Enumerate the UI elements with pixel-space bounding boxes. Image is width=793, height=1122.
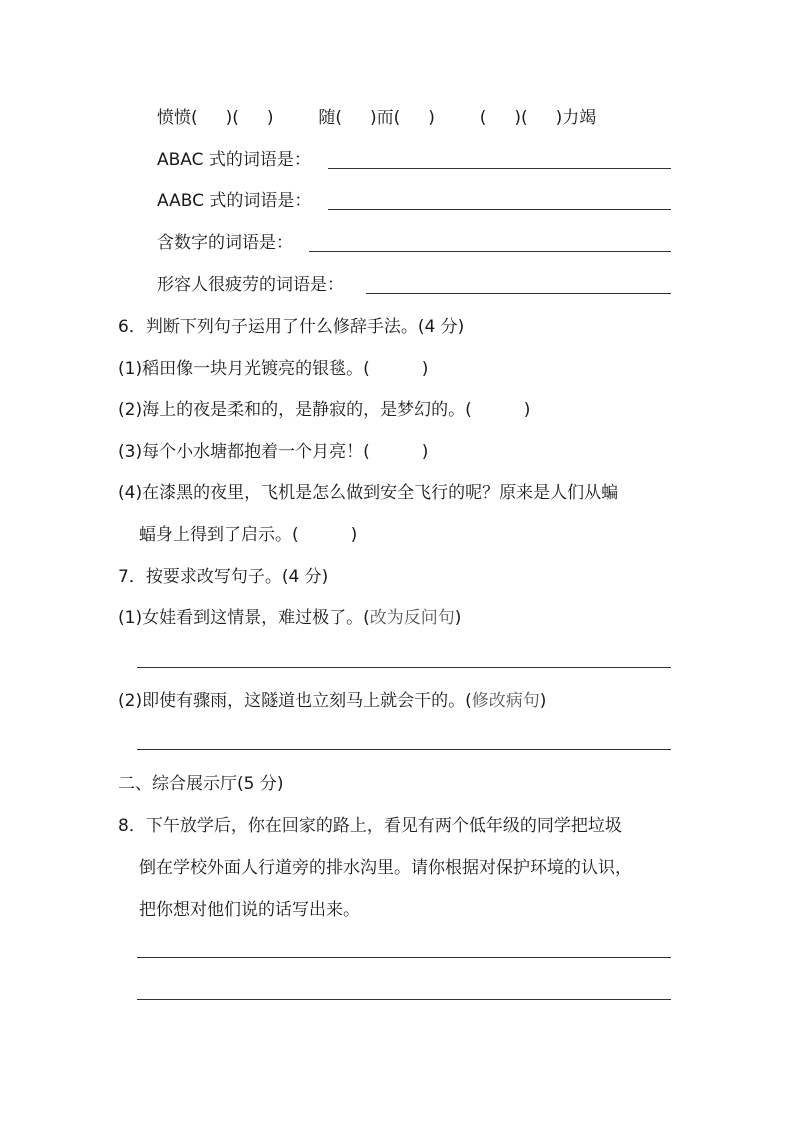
q7-2-instruction: 修改病句 (471, 691, 540, 711)
q7-1-answer-line[interactable] (137, 667, 671, 668)
abac-answer-blank[interactable] (328, 168, 671, 169)
idiom-3: ( )( )力竭 (479, 108, 597, 128)
question-7-item-2: (2)即使有骤雨，这隧道也立刻马上就会干的。(修改病句) (118, 691, 547, 711)
q8-answer-line-1[interactable] (137, 957, 671, 958)
number-words-line: 含数字的词语是： (157, 233, 293, 253)
idiom-2: 随( )而( ) (318, 108, 435, 128)
question-8-line-3: 把你想对他们说的话写出来。 (139, 900, 360, 920)
tired-answer-blank[interactable] (366, 293, 671, 294)
question-7-item-1: (1)女娃看到这情景，难过极了。(改为反问句) (118, 608, 462, 628)
aabc-words-line: AABC 式的词语是： (157, 191, 312, 211)
question-6-item-4: (4)在漆黑的夜里，飞机是怎么做到安全飞行的呢？原来是人们从蝙 (118, 483, 619, 503)
idiom-fill-row (157, 106, 596, 130)
question-6-item-2: (2)海上的夜是柔和的，是静寂的，是梦幻的。( ) (118, 400, 531, 420)
idiom-1: 愤愤( )( ) (157, 108, 274, 128)
question-6-title: 6．判断下列句子运用了什么修辞手法。(4 分) (118, 317, 465, 337)
number-answer-blank[interactable] (309, 251, 671, 252)
question-6-item-1: (1)稻田像一块月光镀亮的银毯。( ) (118, 359, 429, 379)
question-7-title: 7．按要求改写句子。(4 分) (118, 567, 329, 587)
q7-2-answer-line[interactable] (137, 749, 671, 750)
tired-words-line: 形容人很疲劳的词语是： (157, 275, 344, 295)
question-8-line-2: 倒在学校外面人行道旁的排水沟里。请你根据对保护环境的认识， (139, 858, 632, 878)
section-2-title: 二、综合展示厅(5 分) (118, 774, 284, 794)
abac-words-line: ABAC 式的词语是： (157, 150, 311, 170)
question-6-item-4-cont: 蝠身上得到了启示。( ) (139, 525, 358, 545)
question-6-item-3: (3)每个小水塘都抱着一个月亮！( ) (118, 442, 429, 462)
aabc-answer-blank[interactable] (328, 209, 671, 210)
question-8-line-1: 8．下午放学后，你在回家的路上，看见有两个低年级的同学把垃圾 (118, 816, 622, 836)
q8-answer-line-2[interactable] (137, 999, 671, 1000)
q7-1-instruction: 改为反问句 (369, 608, 455, 628)
